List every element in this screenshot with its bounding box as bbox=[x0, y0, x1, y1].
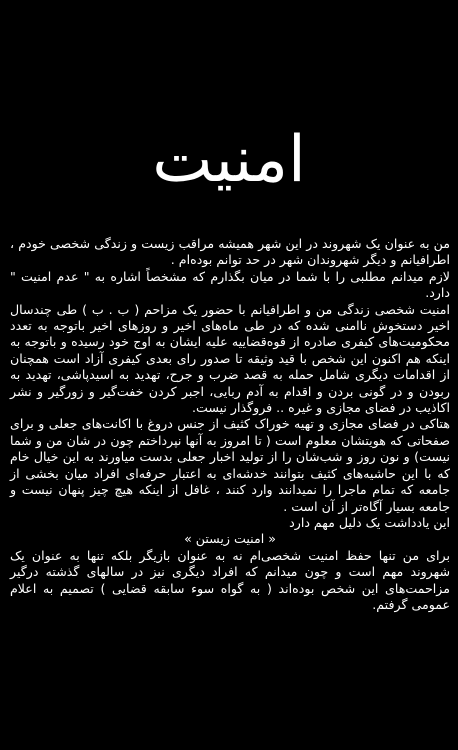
paragraph-harasser: امنیت شخصی زندگی من و اطرافیانم با حضور یک مزاحم ( ب . ب ) طی چندسال اخیر دستخوش ناامنی شده که در طی ماه‌های اخیر و روزهای اخیر باتوجه به تعدد محکومیت‌های کیفری صادره از قوه‌قضاییه علیه ایشان به اوج خود رسیده و باتوجه به اینکه هم اکنون این شخص با قید وثیقه تا صدور رای بعدی کیفری آزاد است همچنان از اقدامات دیگری شامل حمله به قصد ضرب و جرح، تهدید به اسیدپاشی، تهدید به ربودن و در گونی بردن و اقدام به آدم ربایی، اجبر کردن خفت‌گیر و زورگیر و نشر اکاذیب در فضای مجازی و غیره .. فروگذار نیست. bbox=[10, 301, 450, 416]
paragraph-intro: من به عنوان یک شهروند در این شهر همیشه مراقب زیست و زندگی شخصی خودم ، اطرافیانم و دیگر شهروندان شهر در حد توانم بوده‌ام . bbox=[10, 236, 450, 268]
paragraph-quote: « امنیت زیستن » bbox=[184, 531, 276, 547]
paragraph-insecurity-note: لازم میدانم مطلبی را با شما در میان بگذارم که مشخصاً اشاره به " عدم امنیت " دارد. bbox=[10, 268, 450, 301]
story-body bbox=[10, 236, 450, 613]
paragraph-conclusion: برای من تنها حفظ امنیت شخصی‌ام نه به عنوان بازیگر بلکه تنها به عنوان یک شهروند مهم است و چون میدانم که افراد دیگری نیز در سالهای گذشته درگیر مزاحمت‌های این شخص بوده‌اند ( به گواه سوء سابقه قضایی ) تصمیم به اعلام عمومی گرفتم. bbox=[10, 547, 450, 612]
paragraph-online-abuse: هتاکی در فضای مجازی و تهیه خوراک کثیف از جنس دروغ با اکانت‌های جعلی و برای صفحاتی که هویتشان معلوم است ( تا امروز به آنها نپرداختم چون در شان من و شما نیست) و نون روز و شب‌شان را از تولید اخبار جعلی بدست میاورند به این خیال خام که با این حاشیه‌های کثیف بتوانند خدشه‌ای به اعتبار حرفه‌ای افراد میان بخشی از جامعه که تمام ماجرا را نمیدانند وارد کنند ، غافل از اینکه هیچ چیز پنهان نیست و جامعه بسیار آگاه‌تر از آن است . bbox=[10, 416, 450, 514]
paragraph-reason: این یادداشت یک دلیل مهم دارد bbox=[289, 514, 450, 530]
page-title: امنیت bbox=[152, 123, 306, 197]
